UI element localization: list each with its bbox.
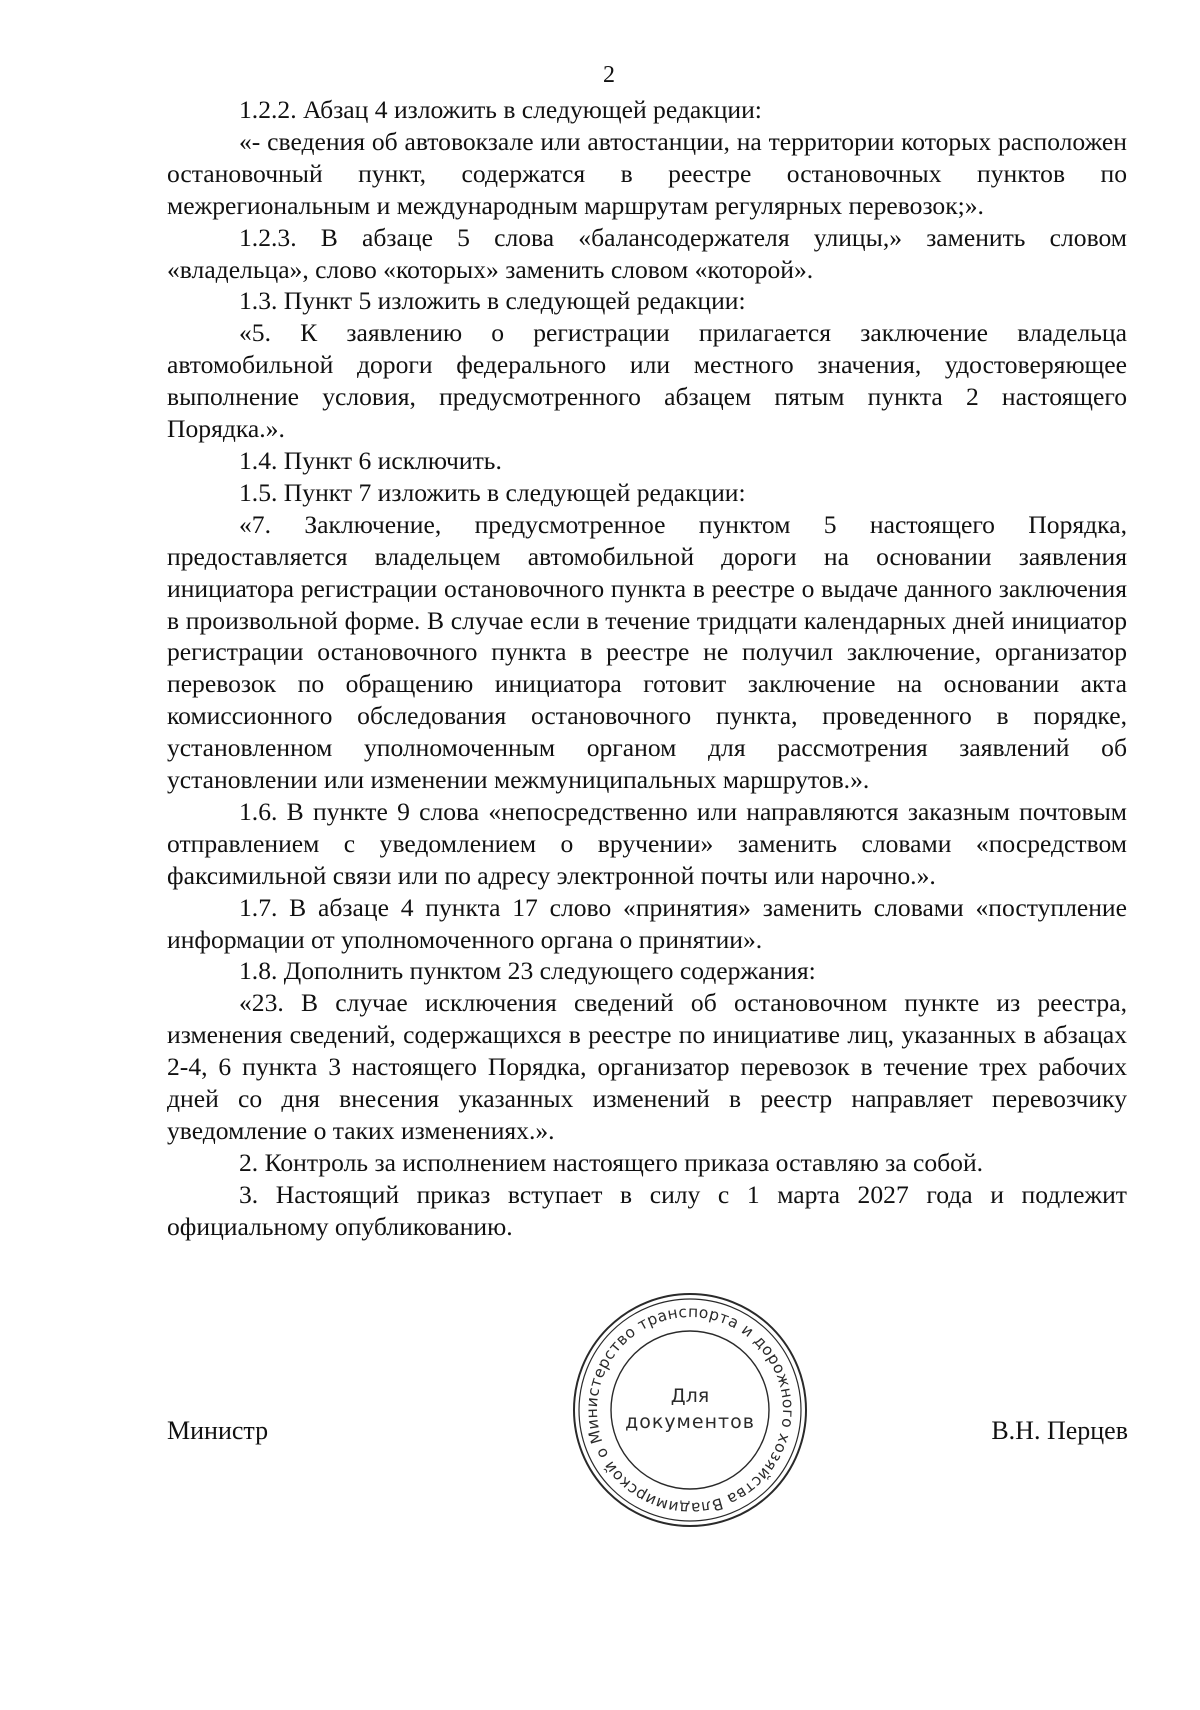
- paragraph-1-8: 1.8. Дополнить пунктом 23 следующего содержания:: [239, 956, 816, 986]
- stamp-ring-text: Министерство транспорта и дорожного хозяйства Владимирской области: [582, 1302, 798, 1518]
- paragraph-1-5: 1.5. Пункт 7 изложить в следующей редакции:: [239, 477, 746, 507]
- paragraph-1-6: 1.6. В пункте 9 слова «непосредственно или направляются заказным почтовым отправлением с уведомлением о вручении» заменить словами «посредством факсимильной связи или по адресу электронной почты или нарочно.».: [167, 796, 1127, 890]
- paragraph-2: 2. Контроль за исполнением настоящего приказа оставляю за собой.: [239, 1147, 984, 1177]
- paragraph-1-4: 1.4. Пункт 6 исключить.: [239, 445, 502, 475]
- paragraph-quote-7: «7. Заключение, предусмотренное пунктом 5 настоящего Порядка, предоставляется владельцем автомобильной дороги на основании заявления инициатора регистрации остановочного пункта в реестре о выдаче данного заключения в произвольной форме. В случае если в течение тридцати календарных дней инициатор регистрации остановочного пункта в реестре не получил заключение, организатор перевозок по обращению инициатора готовит заключение на основании акта комиссионного обследования остановочного пункта, проведенного в порядке, установленном уполномоченным органом для рассмотрения заявлений об установлении или изменении межмуниципальных маршрутов.».: [167, 509, 1127, 795]
- signatory-role: Министр: [167, 1416, 269, 1445]
- paragraph-1-2-3: 1.2.3. В абзаце 5 слова «балансодержателя улицы,» заменить словом «владельца», слово «которых» заменить словом «которой».: [167, 222, 1127, 284]
- paragraph-1-3: 1.3. Пункт 5 изложить в следующей редакции:: [239, 286, 746, 316]
- official-stamp: [570, 1290, 810, 1530]
- paragraph-quote-23: «23. В случае исключения сведений об остановочном пункте из реестра, изменения сведений, содержащихся в реестре по инициативе лиц, указанных в абзацах 2-4, 6 пункта 3 настоящего Порядка, организатор перевозок в течение трех рабочих дней со дня внесения указанных изменений в реестр направляет перевозчику уведомление о таких изменениях.».: [167, 988, 1127, 1145]
- paragraph-1-7: 1.7. В абзаце 4 пункта 17 слово «принятия» заменить словами «поступление информации от уполномоченного органа о принятии».: [167, 892, 1127, 954]
- paragraph-1-2-2: 1.2.2. Абзац 4 изложить в следующей редакции:: [239, 95, 762, 124]
- signatory-name: В.Н. Перцев: [991, 1416, 1128, 1445]
- paragraph-quote-autostation: «- сведения об автовокзале или автостанции, на территории которых расположен остановочный пункт, содержатся в реестре остановочных пунктов по межрегиональным и международным маршрутам регулярных перевозок;».: [167, 126, 1127, 220]
- page-number: 2: [603, 62, 615, 88]
- stamp-center-line-1: Для: [670, 1385, 710, 1407]
- document-body: [167, 94, 1127, 1243]
- stamp-center-line-2: документов: [625, 1411, 755, 1433]
- paragraph-quote-5: «5. К заявлению о регистрации прилагается заключение владельца автомобильной дороги федерального или местного значения, удостоверяющее выполнение условия, предусмотренного абзацем пятым пункта 2 настоящего Порядка.».: [167, 318, 1127, 444]
- paragraph-3: 3. Настоящий приказ вступает в силу с 1 марта 2027 года и подлежит официальному опубликованию.: [167, 1179, 1127, 1241]
